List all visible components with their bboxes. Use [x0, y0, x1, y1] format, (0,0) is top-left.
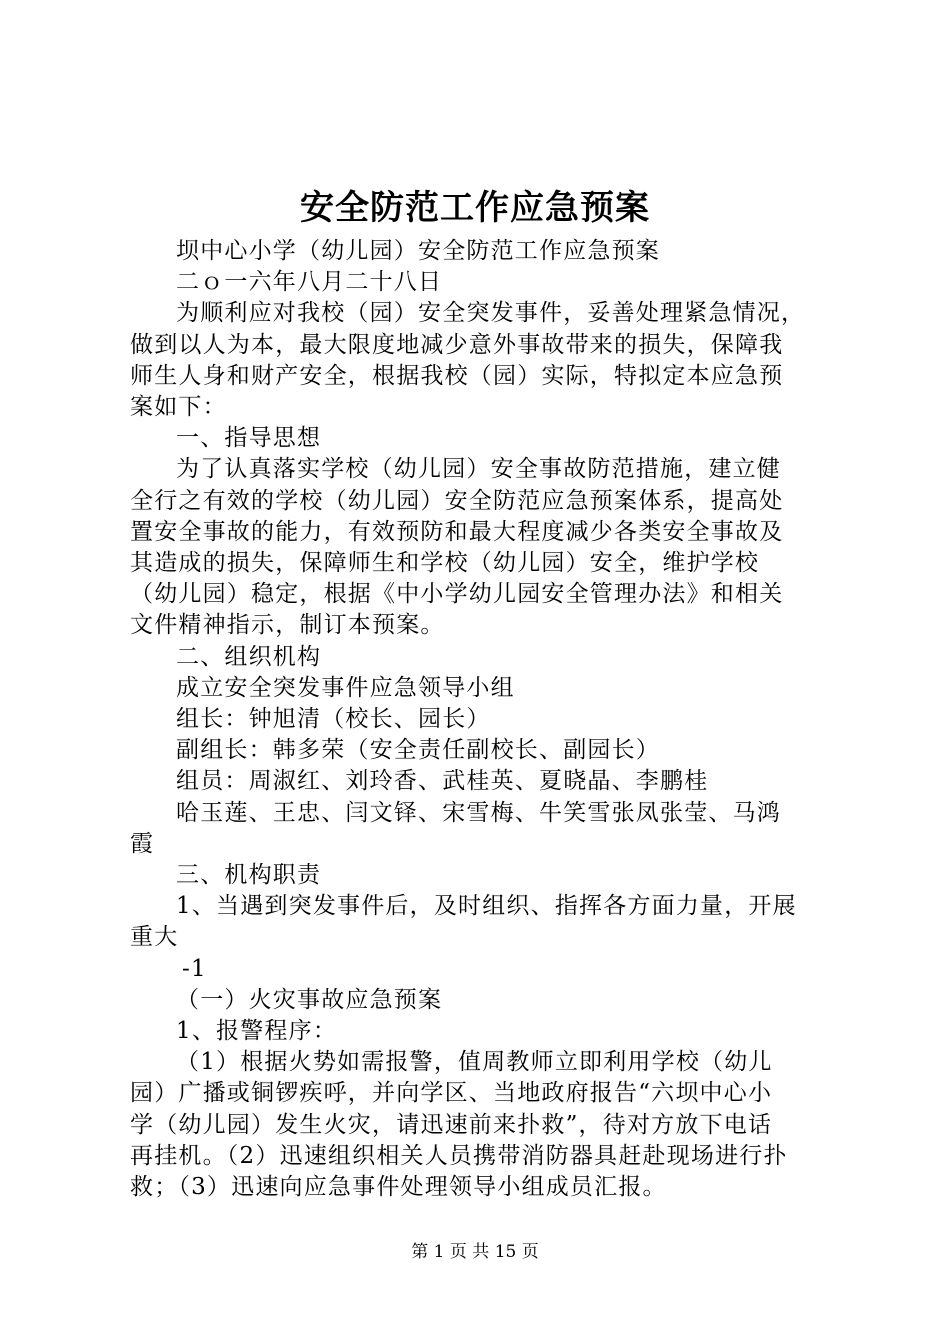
- paragraph-line: 园）广播或铜锣疾呼，并向学区、当地政府报告“六坝中心小: [130, 1080, 773, 1107]
- paragraph-line: 1、报警程序：: [176, 1018, 338, 1045]
- page-marker: -1: [182, 955, 207, 982]
- paragraph-line: 为了认真落实学校（幼儿园）安全事故防范措施，建立健: [176, 456, 781, 483]
- paragraph-line: 案如下：: [130, 394, 227, 421]
- date-line: 二ｏ一六年八月二十八日: [176, 269, 443, 296]
- section-heading: 三、机构职责: [176, 862, 322, 889]
- paragraph-line: （幼儿园）稳定，根据《中小学幼儿园安全管理办法》和相关: [130, 581, 784, 608]
- paragraph-line: 全行之有效的学校（幼儿园）安全防范应急预案体系，提高处: [130, 487, 784, 514]
- section-heading: （一）火灾事故应急预案: [176, 986, 443, 1013]
- document-title: 安全防范工作应急预案: [300, 188, 650, 228]
- paragraph-line: 组长：钟旭清（校长、园长）: [176, 706, 491, 733]
- paragraph-line: 组员：周淑红、刘玲香、武桂英、夏晓晶、李鹏桂: [176, 768, 709, 795]
- paragraph-line: 霞: [130, 830, 155, 857]
- document-body: [130, 236, 830, 1203]
- paragraph-line: 救；（3）迅速向应急事件处理领导小组成员汇报。: [130, 1174, 667, 1201]
- paragraph-line: 其造成的损失，保障师生和学校（幼儿园）安全，维护学校: [130, 550, 760, 577]
- paragraph-line: 成立安全突发事件应急领导小组: [176, 674, 515, 701]
- paragraph-line: （1）根据火势如需报警，值周教师立即利用学校（幼儿: [176, 1049, 773, 1076]
- paragraph-line: 文件精神指示，制订本预案。: [130, 612, 445, 639]
- paragraph-line: 做到以人为本，最大限度地减少意外事故带来的损失，保障我: [130, 331, 784, 358]
- section-heading: 二、组织机构: [176, 643, 322, 670]
- section-heading: 一、指导思想: [176, 425, 322, 452]
- paragraph-line: 为顺利应对我校（园）安全突发事件，妥善处理紧急情况，: [176, 300, 806, 327]
- paragraph-line: 副组长：韩多荣（安全责任副校长、副园长）: [176, 737, 660, 764]
- paragraph-line: 再挂机。（2）迅速组织相关人员携带消防器具赶赴现场进行扑: [130, 1142, 788, 1169]
- subtitle-line: 坝中心小学（幼儿园）安全防范工作应急预案: [176, 238, 660, 264]
- paragraph-line: 1、当遇到突发事件后，及时组织、指挥各方面力量，开展: [176, 893, 797, 920]
- paragraph-line: 学（幼儿园）发生火灾，请迅速前来扑救”，待对方放下电话: [130, 1111, 773, 1138]
- paragraph-line: 哈玉莲、王忠、闫文铎、宋雪梅、牛笑雪张凤张莹、马鸿: [176, 799, 781, 826]
- paragraph-line: 重大: [130, 924, 179, 951]
- page-number-footer: 第 1 页 共 15 页: [411, 1242, 539, 1262]
- paragraph-line: 置安全事故的能力，有效预防和最大程度减少各类安全事故及: [130, 518, 784, 545]
- paragraph-line: 师生人身和财产安全，根据我校（园）实际，特拟定本应急预: [130, 362, 784, 389]
